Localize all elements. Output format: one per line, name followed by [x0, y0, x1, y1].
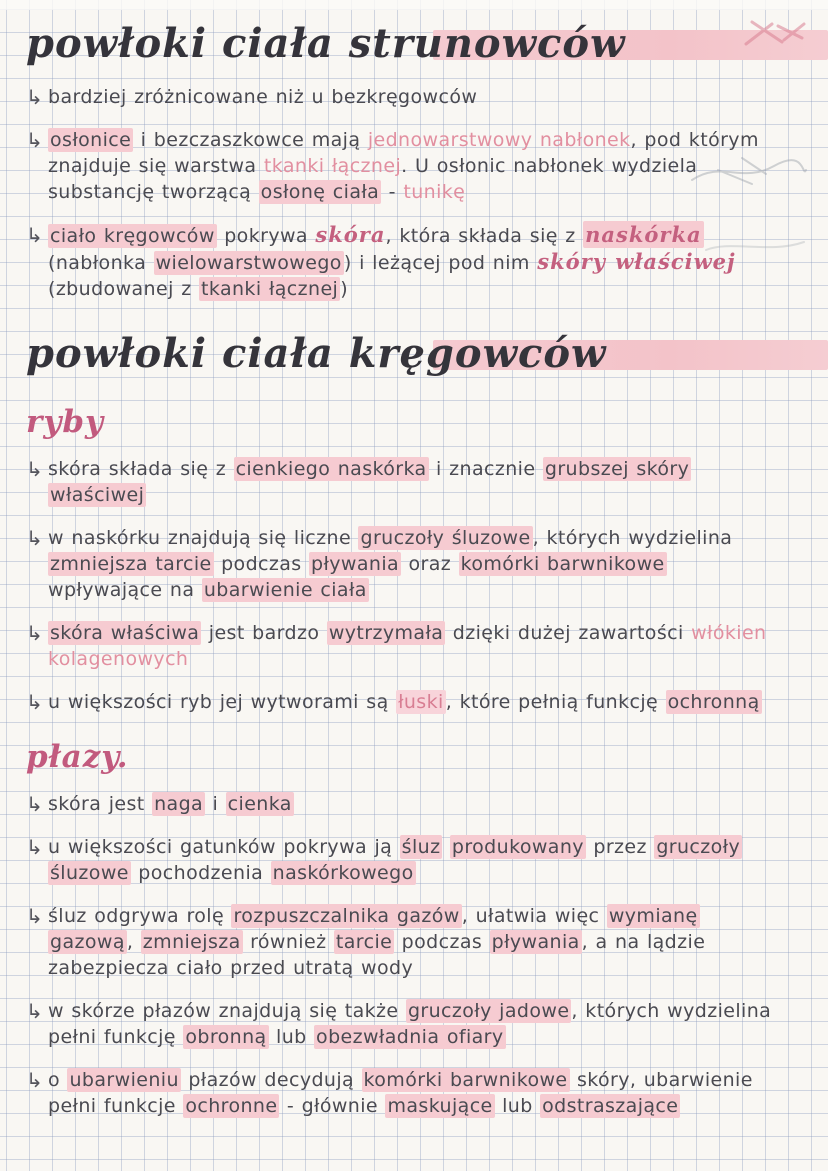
- text-run: naskórka: [585, 222, 702, 247]
- section-subheading: [26, 737, 808, 777]
- bullet-item: [26, 620, 788, 672]
- text-run: wpływające na: [48, 579, 202, 601]
- text-run: , pod którym znajduje się warstwa: [48, 129, 759, 177]
- text-run: odstraszające: [542, 1095, 679, 1117]
- text-run: wielowarstwowego: [155, 252, 342, 274]
- bullet-arrow-icon: ↳: [26, 457, 43, 481]
- text-run: , które pełnią funkcję: [445, 691, 666, 713]
- bullet-item: [26, 791, 788, 817]
- bullet-item: [26, 525, 788, 603]
- bullet-text: [48, 791, 788, 817]
- bullet-arrow-icon: ↳: [26, 835, 43, 859]
- bullet-text: [48, 903, 788, 981]
- text-run: gruczoły śluzowe: [50, 836, 741, 884]
- text-run: , ułatwia więc: [461, 905, 607, 927]
- text-run: cienkiego naskórka: [235, 458, 427, 480]
- text-run: i: [205, 793, 226, 815]
- text-run: tkanki łącznej: [263, 155, 402, 177]
- text-run: obronną: [185, 1026, 267, 1048]
- text-run: (zbudowanej z: [48, 278, 200, 300]
- text-run: komórki barwnikowe: [460, 553, 665, 575]
- bullet-text: [48, 620, 788, 672]
- text-run: ochronne: [185, 1095, 278, 1117]
- text-run: cienka: [227, 793, 292, 815]
- bullet-text: [48, 222, 788, 302]
- text-run: skóra składa się z: [48, 458, 234, 480]
- text-run: w skórze płazów znajdują się także: [48, 1000, 406, 1022]
- text-run: skóra właściwa: [50, 622, 200, 644]
- bullet-item: [26, 1067, 788, 1119]
- bullet-item: [26, 127, 788, 205]
- bullet-text: [48, 998, 788, 1050]
- text-run: zmniejsza: [142, 931, 241, 953]
- text-run: gruczoły śluzowe: [360, 527, 531, 549]
- bullet-arrow-icon: ↳: [26, 223, 43, 247]
- section-heading: [26, 18, 808, 70]
- bullet-arrow-icon: ↳: [26, 690, 43, 714]
- text-run: -: [381, 181, 404, 203]
- text-run: śluz: [401, 836, 441, 858]
- bullet-item: [26, 222, 788, 302]
- text-run: rozpuszczalnika gazów: [233, 905, 460, 927]
- text-run: - głównie: [279, 1095, 386, 1117]
- heading-text: płazy.: [26, 739, 129, 775]
- text-run: osłonę ciała: [260, 181, 380, 203]
- text-run: maskujące: [387, 1095, 493, 1117]
- text-run: , która składa się z: [385, 225, 584, 247]
- text-run: podczas: [213, 553, 310, 575]
- text-run: i znacznie: [428, 458, 543, 480]
- text-run: płazów decydują: [180, 1069, 362, 1091]
- text-run: komórki barwnikowe: [363, 1069, 568, 1091]
- bullet-text: [48, 834, 788, 886]
- bullet-arrow-icon: ↳: [26, 621, 43, 645]
- text-run: oraz: [401, 553, 459, 575]
- section-subheading: [26, 402, 808, 442]
- text-run: łuski: [398, 691, 444, 713]
- bullet-item: [26, 903, 788, 981]
- text-run: osłonice: [50, 129, 132, 151]
- text-run: pływania: [491, 931, 580, 953]
- bullet-arrow-icon: ↳: [26, 526, 43, 550]
- text-run: lub: [268, 1026, 315, 1048]
- bullet-text: [48, 127, 788, 205]
- text-run: , których wydzielina pełni funkcję: [48, 1000, 772, 1048]
- text-run: jednowarstwowy nabłonek: [367, 129, 631, 151]
- text-run: u większości ryb jej wytworami są: [48, 691, 397, 713]
- text-run: pływania: [311, 553, 400, 575]
- text-run: tarcie: [335, 931, 393, 953]
- text-run: [442, 836, 449, 858]
- bullet-text: [48, 1067, 788, 1119]
- bullet-item: [26, 689, 788, 715]
- text-run: podczas: [394, 931, 490, 953]
- text-run: ): [340, 278, 349, 300]
- bullet-item: [26, 834, 788, 886]
- text-run: ubarwienie ciała: [203, 579, 367, 601]
- heading-text: powłoki ciała strunowców: [26, 20, 626, 67]
- text-run: skóry właściwej: [537, 249, 736, 274]
- text-run: ,: [126, 931, 141, 953]
- text-run: (nabłonka: [48, 252, 154, 274]
- bullet-arrow-icon: ↳: [26, 85, 43, 109]
- bullet-arrow-icon: ↳: [26, 999, 43, 1023]
- text-run: gruczoły jadowe: [407, 1000, 570, 1022]
- text-run: skóra: [315, 222, 386, 247]
- text-run: w naskórku znajdują się liczne: [48, 527, 359, 549]
- text-run: jest bardzo: [201, 622, 327, 644]
- text-run: ochronną: [667, 691, 760, 713]
- text-run: , których wydzielina: [532, 527, 733, 549]
- bullet-text: [48, 84, 788, 110]
- bullet-arrow-icon: ↳: [26, 792, 43, 816]
- text-run: u większości gatunków pokrywa ją: [48, 836, 400, 858]
- text-run: grubszej skóry właściwej: [50, 458, 690, 506]
- text-run: ) i leżącej pod nim: [343, 252, 538, 274]
- text-run: i bezczaszkowce mają: [133, 129, 368, 151]
- heading-text: ryby: [26, 404, 105, 440]
- text-run: wytrzymała: [328, 622, 444, 644]
- text-run: pokrywa: [216, 225, 316, 247]
- bullet-text: [48, 456, 788, 508]
- text-run: bardziej zróżnicowane niż u bezkręgowców: [48, 86, 478, 108]
- text-run: włókien kolagenowych: [48, 622, 767, 670]
- bullet-item: [26, 456, 788, 508]
- text-run: przez: [585, 836, 655, 858]
- text-run: pochodzenia: [130, 862, 271, 884]
- bullet-arrow-icon: ↳: [26, 128, 43, 152]
- text-run: naga: [154, 793, 204, 815]
- text-run: wymianę gazową: [50, 905, 698, 953]
- text-run: produkowany: [451, 836, 584, 858]
- section-heading: [26, 328, 808, 380]
- text-run: skóra jest: [48, 793, 153, 815]
- text-run: lub: [494, 1095, 541, 1117]
- bullet-item: [26, 84, 788, 110]
- text-run: tkanki łącznej: [201, 278, 339, 300]
- bullet-item: [26, 998, 788, 1050]
- text-run: ubarwieniu: [69, 1069, 179, 1091]
- text-run: obezwładnia ofiary: [316, 1026, 504, 1048]
- bullet-text: [48, 689, 788, 715]
- bullet-arrow-icon: ↳: [26, 904, 43, 928]
- text-run: , a na lądzie zabezpiecza ciało przed utratą wody: [48, 931, 706, 979]
- text-run: również: [242, 931, 334, 953]
- bullet-arrow-icon: ↳: [26, 1068, 43, 1092]
- text-run: zmniejsza tarcie: [50, 553, 212, 575]
- text-run: skóry, ubarwienie pełni funkcje: [48, 1069, 753, 1117]
- heading-text: powłoki ciała kręgowców: [26, 330, 607, 377]
- bullet-text: [48, 525, 788, 603]
- text-run: dzięki dużej zawartości: [445, 622, 692, 644]
- text-run: ciało kręgowców: [50, 225, 215, 247]
- text-run: naskórkowego: [272, 862, 414, 884]
- text-run: śluz odgrywa rolę: [48, 905, 232, 927]
- text-run: tunikę: [403, 181, 466, 203]
- text-run: o: [48, 1069, 68, 1091]
- text-run: . U osłonic nabłonek wydziela substancję tworzącą: [48, 155, 698, 203]
